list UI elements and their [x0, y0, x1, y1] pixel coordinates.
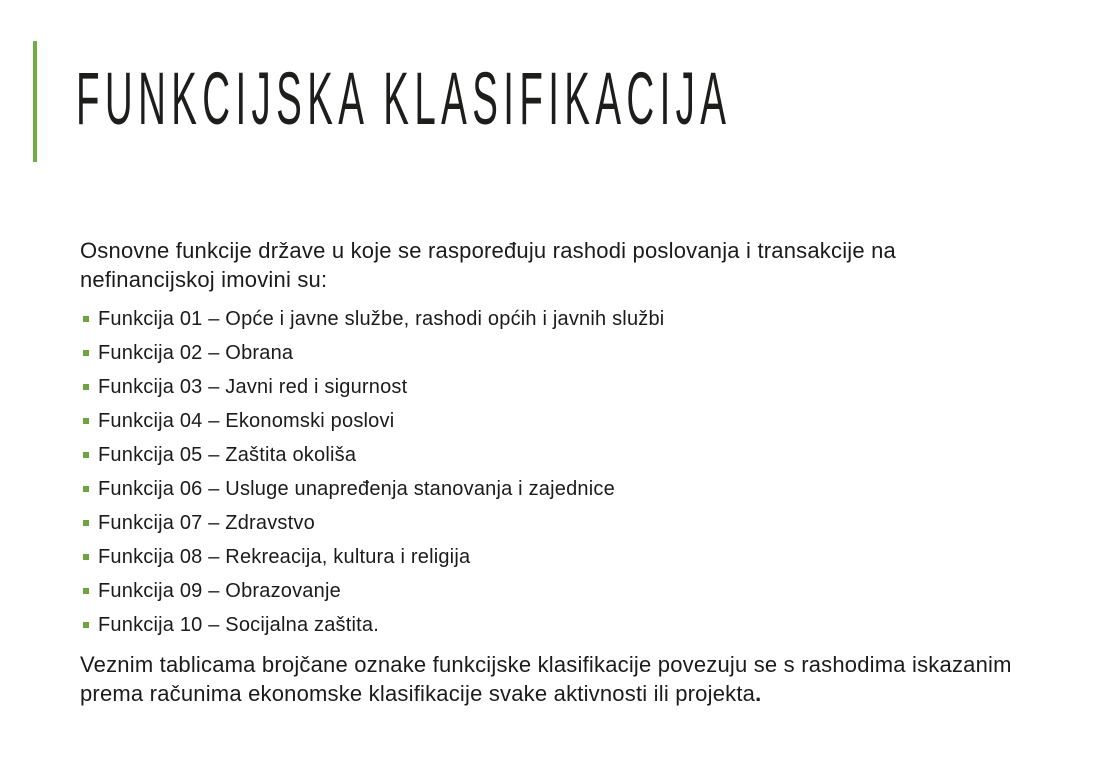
list-item	[80, 479, 1025, 500]
list-item-text: Funkcija 06 – Usluge unapređenja stanovanja i zajednice	[98, 478, 615, 500]
list-item	[80, 581, 1025, 602]
list-item-text: Funkcija 07 – Zdravstvo	[98, 512, 315, 534]
list-item	[80, 377, 1025, 398]
outro-period: .	[755, 681, 762, 706]
list-item-text: Funkcija 08 – Rekreacija, kultura i religija	[98, 546, 471, 568]
list-item-text: Funkcija 04 – Ekonomski poslovi	[98, 410, 395, 432]
intro-paragraph: Osnovne funkcije države u koje se raspoređuju rashodi poslovanja i transakcije na nefinancijskoj imovini su:	[80, 238, 896, 292]
list-item	[80, 547, 1025, 568]
list-item-text: Funkcija 03 – Javni red i sigurnost	[98, 376, 408, 398]
bullet-square-icon	[83, 588, 89, 594]
list-item-text: Funkcija 05 – Zaštita okoliša	[98, 444, 357, 466]
bullet-square-icon	[83, 520, 89, 526]
title-accent-bar	[33, 41, 37, 162]
list-item-text: Funkcija 01 – Opće i javne službe, rashodi općih i javnih službi	[98, 308, 665, 330]
bullet-square-icon	[83, 486, 89, 492]
bullet-square-icon	[83, 418, 89, 424]
list-item-text: Funkcija 02 – Obrana	[98, 342, 294, 364]
list-item	[80, 513, 1025, 534]
outro-text: Veznim tablicama brojčane oznake funkcijske klasifikacije povezuju se s rashodima iskazanim prema računima ekonomske klasifikacije svake aktivnosti ili projekta	[80, 652, 1012, 706]
bullet-square-icon	[83, 452, 89, 458]
bullet-square-icon	[83, 316, 89, 322]
outro-paragraph	[80, 650, 1025, 708]
list-item	[80, 343, 1025, 364]
function-list	[80, 309, 1025, 636]
bullet-square-icon	[83, 350, 89, 356]
list-item	[80, 411, 1025, 432]
list-item	[80, 615, 1025, 636]
slide-body	[80, 236, 1025, 708]
slide-title: FUNKCIJSKA KLASIFIKACIJA	[76, 57, 732, 140]
bullet-square-icon	[83, 622, 89, 628]
list-item	[80, 309, 1025, 330]
list-item	[80, 445, 1025, 466]
bullet-square-icon	[83, 384, 89, 390]
list-item-text: Funkcija 09 – Obrazovanje	[98, 580, 341, 602]
list-item-text: Funkcija 10 – Socijalna zaštita.	[98, 614, 379, 636]
bullet-square-icon	[83, 554, 89, 560]
